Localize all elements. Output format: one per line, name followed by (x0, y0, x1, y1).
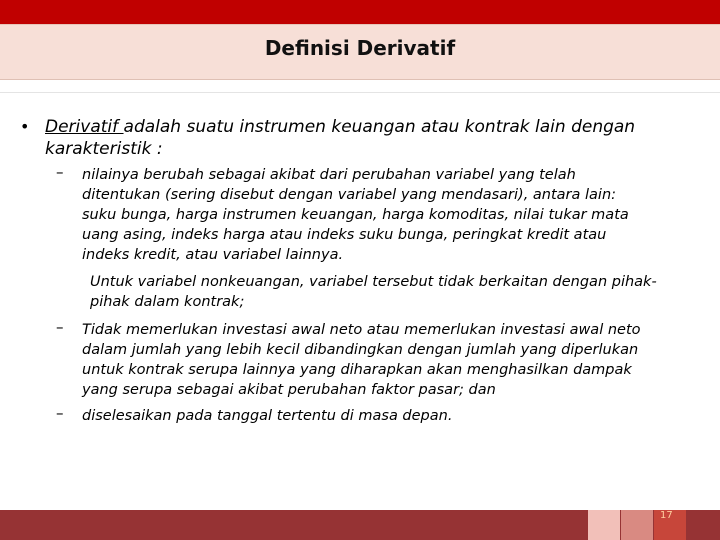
sub-item-2-line: untuk kontrak serupa lainnya yang diharapkan akan menghasilkan dampak (82, 362, 632, 378)
sub-item-2 (82, 320, 682, 400)
dash-1: – (56, 163, 64, 181)
sub-item-2-line: Tidak memerlukan investasi awal neto atau memerlukan investasi awal neto (82, 322, 641, 338)
sub-item-1 (82, 165, 682, 265)
sub-item-1-line: ditentukan (sering disebut dengan variabel yang mendasari), antara lain: (82, 187, 617, 203)
main-bullet-text (45, 116, 685, 160)
sub-item-1-line: uang asing, indeks harga atau indeks suku bunga, peringkat kredit atau (82, 227, 607, 243)
footer-square-4 (687, 510, 720, 540)
sub-item-1-continuation-a: Untuk variabel nonkeuangan, variabel tersebut tidak berkaitan dengan pihak- (90, 274, 657, 290)
term-derivatif: Derivatif (45, 117, 124, 137)
bullet-dot: • (20, 117, 30, 136)
dash-3: – (56, 404, 64, 422)
footer-square-2 (621, 510, 653, 540)
top-accent-bar (0, 0, 720, 24)
sub-item-1-line: indeks kredit, atau variabel lainnya. (82, 247, 344, 263)
dash-2: – (56, 318, 64, 336)
sub-item-2-line: yang serupa sebagai akibat perubahan faktor pasar; dan (82, 382, 496, 398)
sub-item-1-line: suku bunga, harga instrumen keuangan, harga komoditas, nilai tukar mata (82, 207, 629, 223)
sub-item-3-line: diselesaikan pada tanggal tertentu di masa depan. (82, 408, 453, 424)
sub-item-1-continuation-b: pihak dalam kontrak; (90, 294, 245, 310)
title-divider (0, 92, 720, 93)
main-bullet-rest: adalah suatu instrumen keuangan atau kontrak lain dengan karakteristik : (45, 117, 636, 159)
page-number: 17 (660, 510, 673, 521)
slide-title: Definisi Derivatif (264, 36, 456, 60)
sub-item-2-line: dalam jumlah yang lebih kecil dibandingkan dengan jumlah yang diperlukan (82, 342, 639, 358)
sub-item-3 (82, 406, 682, 426)
footer-square-1 (588, 510, 620, 540)
sub-item-1-line: nilainya berubah sebagai akibat dari perubahan variabel yang telah (82, 167, 576, 183)
